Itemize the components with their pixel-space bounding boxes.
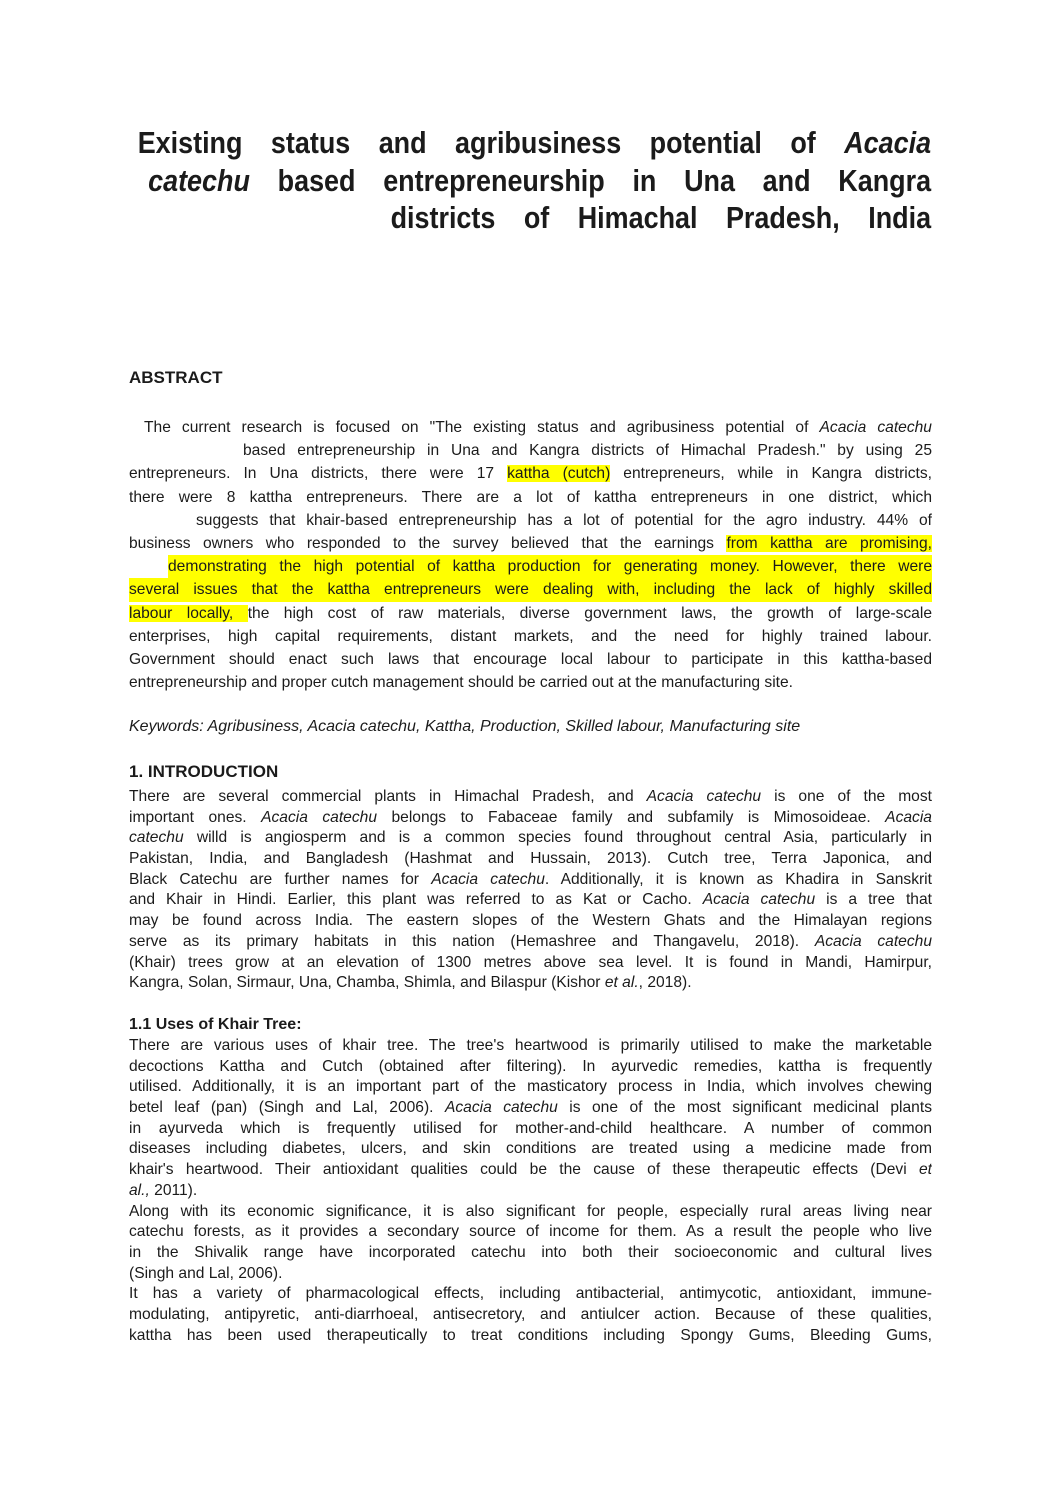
body-line	[129, 1139, 932, 1160]
italic-text: Acacia	[844, 125, 932, 160]
text-run: suggests that khair-based entrepreneurship has a lot of potential for the agro industry. 44% of	[196, 511, 932, 529]
text-run: there were 8 kattha entrepreneurs. There are a lot of kattha entrepreneurs in one district, which	[129, 488, 932, 506]
abstract-line	[129, 602, 932, 625]
text-run: Government should enact such laws that encourage local labour to participate in this kattha-based	[129, 650, 932, 668]
text-run: Along with its economic significance, it is also significant for people, especially rural areas living near	[129, 1202, 932, 1220]
text-run: decoctions Kattha and Cutch (obtained after filtering). In ayurvedic remedies, kattha is frequently	[129, 1057, 932, 1075]
body-line	[129, 1077, 932, 1098]
paper-title	[129, 124, 931, 237]
text-run: There are various uses of khair tree. The tree's heartwood is primarily utilised to make the marketable	[129, 1037, 932, 1054]
text-run: Black Catechu are further names for	[129, 870, 432, 888]
text-run: the high cost of raw materials, diverse government laws, the growth of large-scale	[247, 604, 932, 622]
text-run: based entrepreneurship in Una and Kangra districts of Himachal Pradesh." by using 25	[243, 442, 932, 460]
italic-text: et	[918, 1161, 932, 1179]
title-line	[391, 199, 932, 237]
introduction-line	[129, 890, 932, 911]
abstract-line	[243, 439, 932, 462]
title-line	[148, 162, 931, 200]
text-run: several issues that the kattha entrepreneurs were dealing with, including the lack of highly skilled	[129, 581, 932, 599]
text-run: utilised. Additionally, it is an important part of the masticatory process in India, which involves chewing	[129, 1078, 932, 1096]
highlighted-text: from kattha are promising,	[726, 534, 932, 552]
body-line	[129, 1222, 932, 1243]
abstract-line	[129, 486, 932, 509]
italic-text: Acacia catechu	[431, 870, 545, 888]
text-run: (Khair) trees grow at an elevation of 1300 metres above sea level. It is found in Mandi, Hamirpur,	[129, 953, 932, 971]
abstract-line	[129, 671, 932, 694]
text-run: modulating, antipyretic, anti-diarrhoeal, antisecretory, and antiulcer action. Because of these qualities,	[129, 1305, 932, 1323]
italic-text: Acacia catechu	[702, 891, 816, 909]
text-run: entrepreneurs, while in Kangra districts,	[610, 465, 932, 483]
text-run: khair's heartwood. Their antioxidant qualities could be the cause of these therapeutic effects (Devi	[129, 1161, 919, 1179]
text-run: 2011).	[149, 1181, 198, 1199]
text-run: , 2018).	[638, 974, 692, 992]
text-run: catechu forests, as it provides a secondary source of income for them. As a result the people who live	[129, 1223, 932, 1241]
introduction-line	[129, 932, 932, 953]
text-run: Kangra, Solan, Sirmaur, Una, Chamba, Shimla, and Bilaspur (Kishor	[129, 974, 605, 992]
introduction-line	[129, 953, 932, 974]
text-run: belongs to Fabaceae family and subfamily is Mimosoideae.	[377, 808, 886, 826]
text-run: entrepreneurship and proper cutch management should be carried out at the manufacturing site.	[129, 674, 794, 692]
text-run: willd is angiosperm and is a common species found throughout central Asia, particularly in	[183, 829, 932, 847]
highlighted-text: labour locally,	[129, 604, 248, 622]
abstract-line	[129, 578, 932, 601]
text-run: entrepreneurs. In Una districts, there were 17	[129, 465, 508, 483]
body-line	[129, 1264, 932, 1285]
text-run: is one of the most	[761, 788, 932, 805]
uses-of-khair-tree-heading: 1.1 Uses of Khair Tree:	[129, 1016, 302, 1033]
text-run: important ones.	[129, 808, 262, 826]
italic-text: Acacia catechu	[261, 808, 377, 826]
italic-text: catechu	[148, 162, 250, 198]
italic-text: al.,	[129, 1181, 150, 1199]
abstract-line	[168, 555, 932, 578]
introduction-paragraph	[129, 787, 932, 994]
text-run: is one of the most significant medicinal plants	[557, 1099, 932, 1117]
text-run: The current research is focused on "The existing status and agribusiness potential of	[144, 419, 820, 436]
italic-text: Acacia	[885, 808, 932, 826]
body-line	[129, 1098, 932, 1119]
highlighted-text: kattha (cutch)	[507, 465, 611, 483]
abstract-line	[129, 648, 932, 671]
body-line	[129, 1160, 932, 1181]
body-line	[129, 1326, 932, 1347]
abstract-heading: ABSTRACT	[129, 368, 223, 387]
italic-text: Acacia catechu	[444, 1099, 558, 1117]
italic-text: Acacia catechu	[819, 419, 932, 436]
introduction-heading: 1. INTRODUCTION	[129, 762, 279, 781]
keywords-line: Keywords: Agribusiness, Acacia catechu, Kattha, Production, Skilled labour, Manufacturing site	[129, 718, 801, 735]
text-run: enterprises, high capital requirements, distant markets, and the need for highly trained labour.	[129, 627, 932, 645]
introduction-line	[129, 973, 932, 994]
text-run: Existing status and agribusiness potential of	[137, 125, 845, 160]
abstract-line	[129, 532, 932, 555]
text-run: based entrepreneurship in Una and Kangra	[249, 162, 932, 198]
text-run: It has a variety of pharmacological effects, including antibacterial, antimycotic, antioxidant, immune-	[129, 1285, 932, 1303]
body-line	[129, 1202, 932, 1223]
italic-text: Acacia catechu	[814, 932, 932, 950]
text-run: There are several commercial plants in Himachal Pradesh, and	[129, 788, 647, 805]
text-run: is a tree that	[815, 891, 932, 909]
text-run: may be found across India. The eastern slopes of the Western Ghats and the Himalayan regions	[129, 912, 932, 930]
text-run: in ayurveda which is frequently utilised for mother-and-child healthcare. A number of common	[129, 1119, 932, 1137]
abstract-line	[129, 462, 932, 485]
body-line	[129, 1284, 932, 1305]
introduction-line	[129, 911, 932, 932]
title-line	[138, 124, 931, 162]
introduction-line	[129, 849, 932, 870]
body-line	[129, 1305, 932, 1326]
text-run: in the Shivalik range have incorporated catechu into both their socioeconomic and cultural lives	[129, 1243, 932, 1261]
introduction-line	[129, 787, 932, 808]
body-line	[129, 1119, 932, 1140]
body-line	[129, 1181, 932, 1202]
uses-of-khair-tree-paragraphs	[129, 1036, 932, 1346]
text-run: and Khair in Hindi. Earlier, this plant was referred to as Kat or Cacho.	[129, 891, 703, 909]
abstract-line	[196, 509, 932, 532]
abstract-paragraph	[129, 416, 932, 694]
body-line	[129, 1057, 932, 1078]
text-run: demonstrating the high potential of kattha production for generating money. However, there were	[168, 558, 932, 576]
introduction-line	[129, 808, 932, 829]
text-run: Pakistan, India, and Bangladesh (Hashmat and Hussain, 2013). Cutch tree, Terra Japonica, and	[129, 850, 932, 868]
introduction-line	[129, 870, 932, 891]
abstract-line	[129, 625, 932, 648]
body-line	[129, 1243, 932, 1264]
text-run: . Additionally, it is known as Khadira in Sanskrit	[544, 870, 932, 888]
text-run: districts of Himachal Pradesh, India	[390, 200, 932, 236]
text-run: serve as its primary habitats in this nation (Hemashree and Thangavelu, 2018).	[129, 932, 815, 950]
body-line	[129, 1036, 932, 1057]
introduction-line	[129, 828, 932, 849]
text-run: (Singh and Lal, 2006).	[129, 1264, 283, 1282]
italic-text: catechu	[129, 829, 184, 847]
text-run: diseases including diabetes, ulcers, and skin conditions are treated using a medicine made from	[129, 1140, 932, 1158]
text-run: kattha has been used therapeutically to treat conditions including Spongy Gums, Bleeding Gums,	[129, 1326, 932, 1344]
italic-text: et al.	[604, 974, 639, 992]
text-run: business owners who responded to the survey believed that the earnings	[129, 534, 727, 552]
italic-text: Acacia catechu	[646, 788, 762, 805]
text-run: betel leaf (pan) (Singh and Lal, 2006).	[129, 1099, 445, 1117]
abstract-line	[144, 416, 932, 439]
